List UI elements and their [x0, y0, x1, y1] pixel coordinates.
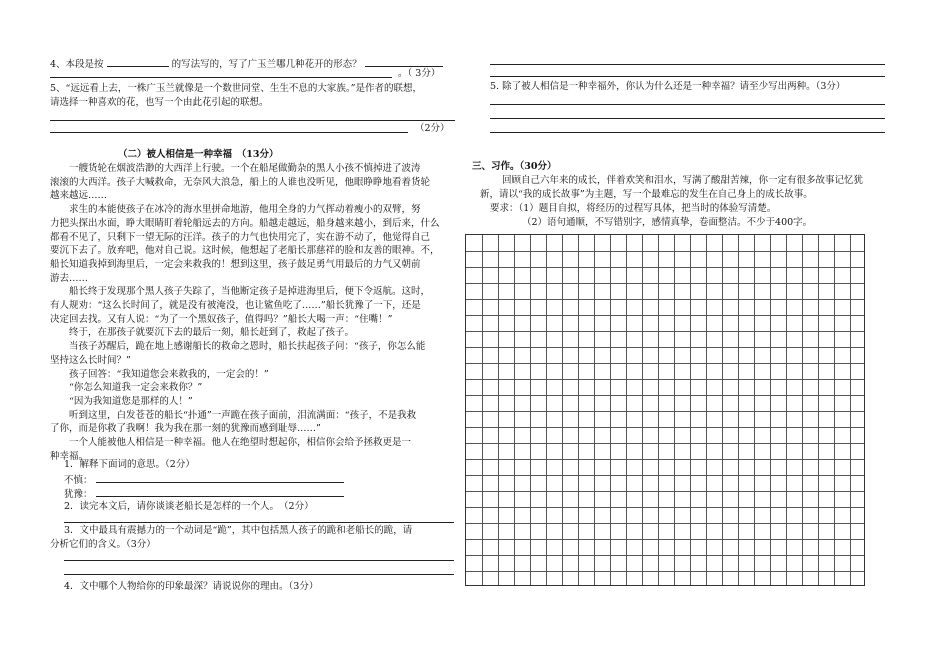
q4-suffix: 的写法写的，写了广玉兰哪几种花开的形态？	[171, 59, 362, 70]
grid-column-line	[834, 235, 835, 585]
q5-right-line-3[interactable]	[490, 132, 885, 133]
passage-line: 越来越远……	[50, 190, 108, 202]
grid-column-line	[642, 235, 643, 585]
essay-prompt-line2: 新，请以“我的成长故事”为主题，写一个最难忘的发生在自己身上的成长故事。	[480, 189, 813, 200]
essay-prompt-line1: 回顾自己六年来的成长，伴着欢笑和泪水，写满了酸甜苦辣，你一定有很多故事记忆犹	[502, 175, 864, 186]
grid-column-line	[770, 235, 771, 585]
grid-row-line	[466, 315, 864, 316]
passage-line: “因为我知道您是那样的人！”	[69, 395, 193, 407]
passage-line: 船长知道我掉到海里后，一定会来救我的！想到这里，孩子鼓足勇气用最后的力气又朝前	[50, 258, 421, 270]
grid-row-line	[466, 283, 864, 284]
q4-blank-2[interactable]	[365, 56, 443, 67]
question-5-right: 5. 除了被人相信是一种幸福外，你认为什么还是一种幸福？请至少写出两种。（3分）	[490, 81, 846, 92]
q1-word-a-blank[interactable]	[96, 472, 344, 483]
q4-score: 。（ 3分）	[398, 68, 441, 79]
grid-column-line	[850, 235, 851, 585]
grid-column-line	[514, 235, 515, 585]
passage-line: 游去……	[50, 272, 89, 284]
grid-row-line	[466, 475, 864, 476]
q5-right-line-1[interactable]	[490, 104, 885, 105]
q3-answer-line-2[interactable]	[64, 574, 454, 575]
passage-line: 当孩子苏醒后，跪在地上感谢船长的救命之恩时，船长扶起孩子问：“孩子，你怎么能	[69, 341, 426, 353]
essay-requirement-2: （2）语句通顺，不写错别字，感情真挚，卷面整洁。不少于400字。	[522, 217, 813, 228]
passage-line: 听到这里，白发苍苍的船长“扑通”一声跪在孩子面前，泪流满面：“孩子，不是我救	[69, 409, 417, 421]
q4-continued-line-2[interactable]	[490, 76, 885, 77]
grid-column-line	[802, 235, 803, 585]
grid-row-line	[466, 379, 864, 380]
passage-line: 终于，在那孩子就要沉下去的最后一刻，船长赶到了，救起了孩子。	[69, 327, 355, 339]
grid-row-line	[466, 539, 864, 540]
grid-row-line	[466, 459, 864, 460]
grid-column-line	[818, 235, 819, 585]
passage-line: 坚持这么长时间？”	[50, 354, 131, 366]
sub-question-2: 2．读完本文后，请你谈谈老船长是怎样的一个人。 （2分）	[64, 501, 314, 512]
grid-column-line	[786, 235, 787, 585]
section-3-title: 三、习作。（30分）	[472, 161, 557, 172]
grid-row-line	[466, 299, 864, 300]
grid-row-line	[466, 251, 864, 252]
grid-row-line	[466, 427, 864, 428]
grid-column-line	[594, 235, 595, 585]
q5-answer-line-2[interactable]	[50, 132, 408, 133]
grid-row-line	[466, 411, 864, 412]
sub-question-3-line1: 3．文中最具有震撼力的一个动词是“跪”，其中包括黑人孩子的跪和老船长的跪，请	[64, 525, 413, 536]
question-4	[50, 56, 443, 72]
grid-column-line	[738, 235, 739, 585]
grid-column-line	[610, 235, 611, 585]
passage-line: 要沉下去了。放弃吧，他对自己说。这时候，他想起了老船长那慈祥的脸和友善的眼神。不，	[50, 245, 440, 257]
q1-word-b-label: 犹豫：	[64, 489, 93, 500]
grid-row-line	[466, 507, 864, 508]
passage-line: 船长终于发现那个黑人孩子失踪了，当他断定孩子是掉进海里后，便下令返航。这时，	[69, 286, 431, 298]
q2-answer-line[interactable]	[64, 522, 454, 523]
passage-line: 决定回去找。又有人说：“为了一个黑奴孩子，值得吗？”船长大喝一声：“住嘴！”	[50, 313, 393, 325]
section-2-title: （二）被人相信是一种幸福 （13分）	[118, 149, 279, 160]
grid-row-line	[466, 347, 864, 348]
q5-score: （2分）	[415, 123, 450, 134]
passage-line: 有人规劝：“这么长时间了，就是没有被淹没，也让鲨鱼吃了……”船长犹豫了一下，还是	[50, 300, 421, 311]
passage-line: 力把头探出水面，睁大眼睛盯着轮船远去的方向。船越走越远，船身越来越小，到后来，什么	[50, 217, 440, 229]
passage-line: “你怎么知道我一定会来救你？”	[69, 382, 203, 394]
grid-column-line	[658, 235, 659, 585]
grid-column-line	[754, 235, 755, 585]
q3-answer-line-1[interactable]	[64, 560, 454, 561]
essay-requirement-1: 要求：（1）题目自拟，将经历的过程写具体，把当时的体验写清楚。	[490, 203, 777, 214]
grid-column-line	[722, 235, 723, 585]
q4-blank[interactable]	[107, 56, 169, 67]
question-5-line2: 请选择一种喜欢的花，也写一个由此花引起的联想。	[50, 97, 269, 108]
grid-row-line	[466, 363, 864, 364]
question-5-line1: 5、“远远看上去，一株广玉兰就像是一个数世同堂、生生不息的大家族。”是作者的联想，	[50, 83, 423, 94]
q4-prefix: 4、本段是按	[50, 59, 104, 70]
grid-row-line	[466, 331, 864, 332]
passage-line: 求生的本能使孩子在冰冷的海水里拼命地游，他用全身的力气挥动着瘦小的双臂，努	[69, 204, 421, 216]
q1-word-a-label: 不慎：	[64, 475, 93, 486]
grid-row-line	[466, 267, 864, 268]
passage-line: 都看不见了，只剩下一望无际的汪洋。孩子的力气也快用完了，实在游不动了，他觉得自己	[50, 231, 431, 243]
passage-line: 一艘货轮在烟波浩渺的大西洋上行驶。一个在船尾做勤杂的黑人小孩不慎掉进了波涛	[69, 163, 421, 174]
q1-word-b-blank[interactable]	[96, 486, 344, 497]
q5-answer-line-1[interactable]	[50, 120, 455, 121]
q4-continued-line-1[interactable]	[490, 64, 885, 65]
sub-question-4: 4．文中哪个人物给你的印象最深？请说说你的理由。（3分）	[64, 581, 319, 592]
passage-line: 一个人能被他人相信是一种幸福。他人在绝望时想起你，相信你会给予拯救更是一	[69, 437, 412, 448]
grid-row-line	[466, 571, 864, 572]
passage-line: 孩子回答：“我知道您会来救我的，一定会的！”	[69, 368, 269, 380]
passage-line: 种幸福。	[50, 450, 89, 462]
grid-column-line	[690, 235, 691, 585]
grid-row-line	[466, 555, 864, 556]
grid-row-line	[466, 491, 864, 492]
grid-column-line	[674, 235, 675, 585]
passage-line: 滚滚的大西洋。孩子大喊救命，无奈风大浪急，船上的人谁也没听见，他眼睁睁地看着货轮	[50, 176, 431, 188]
q5-right-line-2[interactable]	[490, 118, 885, 119]
grid-column-line	[706, 235, 707, 585]
grid-column-line	[578, 235, 579, 585]
grid-row-line	[466, 395, 864, 396]
grid-column-line	[482, 235, 483, 585]
grid-row-line	[466, 443, 864, 444]
passage-line: 了你，而是你救了我啊！我为我在那一刻的犹豫而感到耻辱……”	[50, 423, 321, 435]
grid-column-line	[562, 235, 563, 585]
essay-writing-grid[interactable]	[465, 234, 865, 586]
grid-column-line	[626, 235, 627, 585]
grid-row-line	[466, 523, 864, 524]
grid-column-line	[530, 235, 531, 585]
grid-column-line	[498, 235, 499, 585]
sub-question-1: 1．解释下面词的意思。（2分）	[64, 459, 195, 470]
grid-column-line	[546, 235, 547, 585]
sub-question-3-line2: 分析它们的含义。（3分）	[50, 539, 156, 550]
q4-answer-line[interactable]	[50, 77, 392, 78]
